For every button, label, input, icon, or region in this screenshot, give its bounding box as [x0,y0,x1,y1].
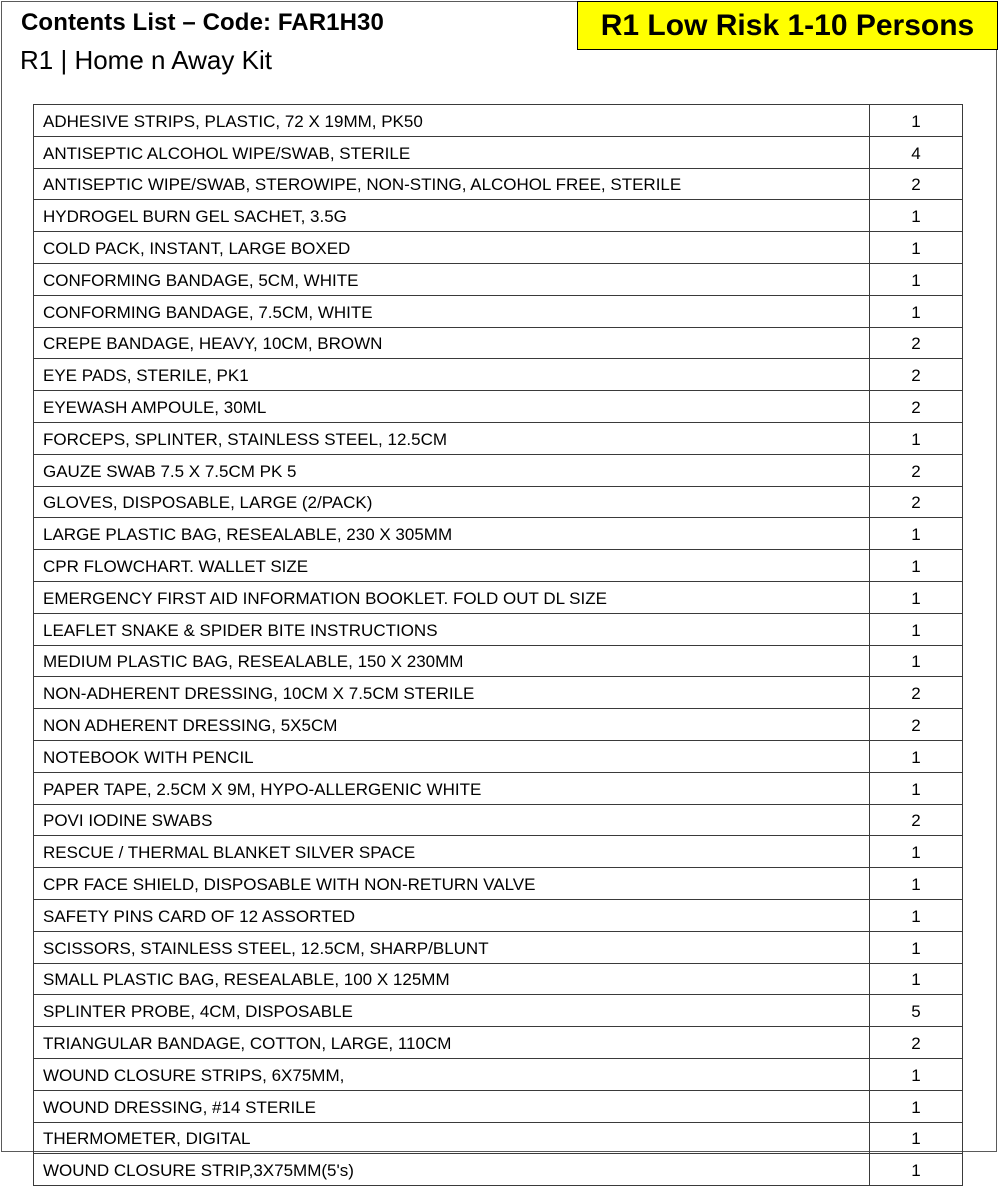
contents-table [33,104,963,1186]
item-quantity-cell: 2 [870,327,963,359]
item-name-cell: RESCUE / THERMAL BLANKET SILVER SPACE [34,836,870,868]
item-quantity-cell: 1 [870,105,963,137]
table-row [34,136,963,168]
item-quantity-cell: 1 [870,550,963,582]
risk-level-badge: R1 Low Risk 1-10 Persons [577,1,998,50]
item-name-cell: FORCEPS, SPLINTER, STAINLESS STEEL, 12.5CM [34,422,870,454]
item-name-cell: EMERGENCY FIRST AID INFORMATION BOOKLET. FOLD OUT DL SIZE [34,581,870,613]
table-row [34,931,963,963]
item-quantity-cell: 1 [870,740,963,772]
table-row [34,518,963,550]
item-quantity-cell: 1 [870,263,963,295]
item-name-cell: LEAFLET SNAKE & SPIDER BITE INSTRUCTIONS [34,613,870,645]
item-quantity-cell: 1 [870,1058,963,1090]
table-row [34,1090,963,1122]
table-row [34,836,963,868]
item-quantity-cell: 2 [870,709,963,741]
table-row [34,422,963,454]
item-quantity-cell: 1 [870,613,963,645]
item-name-cell: THERMOMETER, DIGITAL [34,1122,870,1154]
item-quantity-cell: 2 [870,677,963,709]
item-quantity-cell: 1 [870,1122,963,1154]
item-quantity-cell: 1 [870,963,963,995]
item-quantity-cell: 1 [870,518,963,550]
table-row [34,168,963,200]
item-quantity-cell: 2 [870,486,963,518]
table-row [34,486,963,518]
table-row [34,105,963,137]
item-name-cell: NON-ADHERENT DRESSING, 10CM X 7.5CM STERILE [34,677,870,709]
item-quantity-cell: 2 [870,359,963,391]
table-row [34,677,963,709]
item-quantity-cell: 1 [870,232,963,264]
table-row [34,613,963,645]
item-quantity-cell: 1 [870,422,963,454]
table-row [34,995,963,1027]
item-name-cell: GAUZE SWAB 7.5 X 7.5CM PK 5 [34,454,870,486]
item-name-cell: EYE PADS, STERILE, PK1 [34,359,870,391]
item-name-cell: WOUND DRESSING, #14 STERILE [34,1090,870,1122]
item-name-cell: CONFORMING BANDAGE, 7.5CM, WHITE [34,295,870,327]
item-quantity-cell: 5 [870,995,963,1027]
table-row [34,232,963,264]
item-name-cell: SCISSORS, STAINLESS STEEL, 12.5CM, SHARP/BLUNT [34,931,870,963]
table-row [34,263,963,295]
item-name-cell: ANTISEPTIC ALCOHOL WIPE/SWAB, STERILE [34,136,870,168]
table-row [34,899,963,931]
item-quantity-cell: 1 [870,1090,963,1122]
table-row [34,645,963,677]
item-name-cell: GLOVES, DISPOSABLE, LARGE (2/PACK) [34,486,870,518]
contents-table-body [34,105,963,1186]
table-row [34,359,963,391]
table-row [34,1154,963,1186]
item-quantity-cell: 2 [870,168,963,200]
item-quantity-cell: 1 [870,1154,963,1186]
item-quantity-cell: 2 [870,804,963,836]
item-quantity-cell: 4 [870,136,963,168]
item-quantity-cell: 1 [870,899,963,931]
item-name-cell: SAFETY PINS CARD OF 12 ASSORTED [34,899,870,931]
item-name-cell: MEDIUM PLASTIC BAG, RESEALABLE, 150 X 230MM [34,645,870,677]
table-row [34,772,963,804]
item-quantity-cell: 1 [870,581,963,613]
item-quantity-cell: 1 [870,295,963,327]
table-row [34,295,963,327]
item-name-cell: CREPE BANDAGE, HEAVY, 10CM, BROWN [34,327,870,359]
item-name-cell: ADHESIVE STRIPS, PLASTIC, 72 X 19MM, PK50 [34,105,870,137]
table-row [34,1027,963,1059]
page-subtitle: R1 | Home n Away Kit [20,45,272,75]
item-quantity-cell: 1 [870,645,963,677]
table-row [34,709,963,741]
item-name-cell: ANTISEPTIC WIPE/SWAB, STEROWIPE, NON-STING, ALCOHOL FREE, STERILE [34,168,870,200]
item-name-cell: EYEWASH AMPOULE, 30ML [34,391,870,423]
item-name-cell: NOTEBOOK WITH PENCIL [34,740,870,772]
table-row [34,1122,963,1154]
item-name-cell: WOUND CLOSURE STRIP,3X75MM(5's) [34,1154,870,1186]
item-quantity-cell: 1 [870,868,963,900]
table-row [34,740,963,772]
table-row [34,391,963,423]
item-quantity-cell: 2 [870,454,963,486]
table-row [34,454,963,486]
table-row [34,327,963,359]
table-row [34,963,963,995]
item-name-cell: CPR FACE SHIELD, DISPOSABLE WITH NON-RETURN VALVE [34,868,870,900]
item-name-cell: LARGE PLASTIC BAG, RESEALABLE, 230 X 305MM [34,518,870,550]
item-quantity-cell: 1 [870,200,963,232]
item-name-cell: COLD PACK, INSTANT, LARGE BOXED [34,232,870,264]
item-name-cell: PAPER TAPE, 2.5CM X 9M, HYPO-ALLERGENIC WHITE [34,772,870,804]
table-row [34,200,963,232]
item-name-cell: POVI IODINE SWABS [34,804,870,836]
table-row [34,868,963,900]
item-quantity-cell: 2 [870,391,963,423]
item-quantity-cell: 1 [870,931,963,963]
item-name-cell: WOUND CLOSURE STRIPS, 6X75MM, [34,1058,870,1090]
item-quantity-cell: 1 [870,772,963,804]
table-row [34,804,963,836]
item-name-cell: HYDROGEL BURN GEL SACHET, 3.5G [34,200,870,232]
item-quantity-cell: 2 [870,1027,963,1059]
item-name-cell: CONFORMING BANDAGE, 5CM, WHITE [34,263,870,295]
item-name-cell: TRIANGULAR BANDAGE, COTTON, LARGE, 110CM [34,1027,870,1059]
item-quantity-cell: 1 [870,836,963,868]
page-title: Contents List – Code: FAR1H30 [21,9,384,36]
item-name-cell: NON ADHERENT DRESSING, 5X5CM [34,709,870,741]
item-name-cell: SMALL PLASTIC BAG, RESEALABLE, 100 X 125MM [34,963,870,995]
table-row [34,550,963,582]
table-row [34,1058,963,1090]
item-name-cell: SPLINTER PROBE, 4CM, DISPOSABLE [34,995,870,1027]
item-name-cell: CPR FLOWCHART. WALLET SIZE [34,550,870,582]
table-row [34,581,963,613]
